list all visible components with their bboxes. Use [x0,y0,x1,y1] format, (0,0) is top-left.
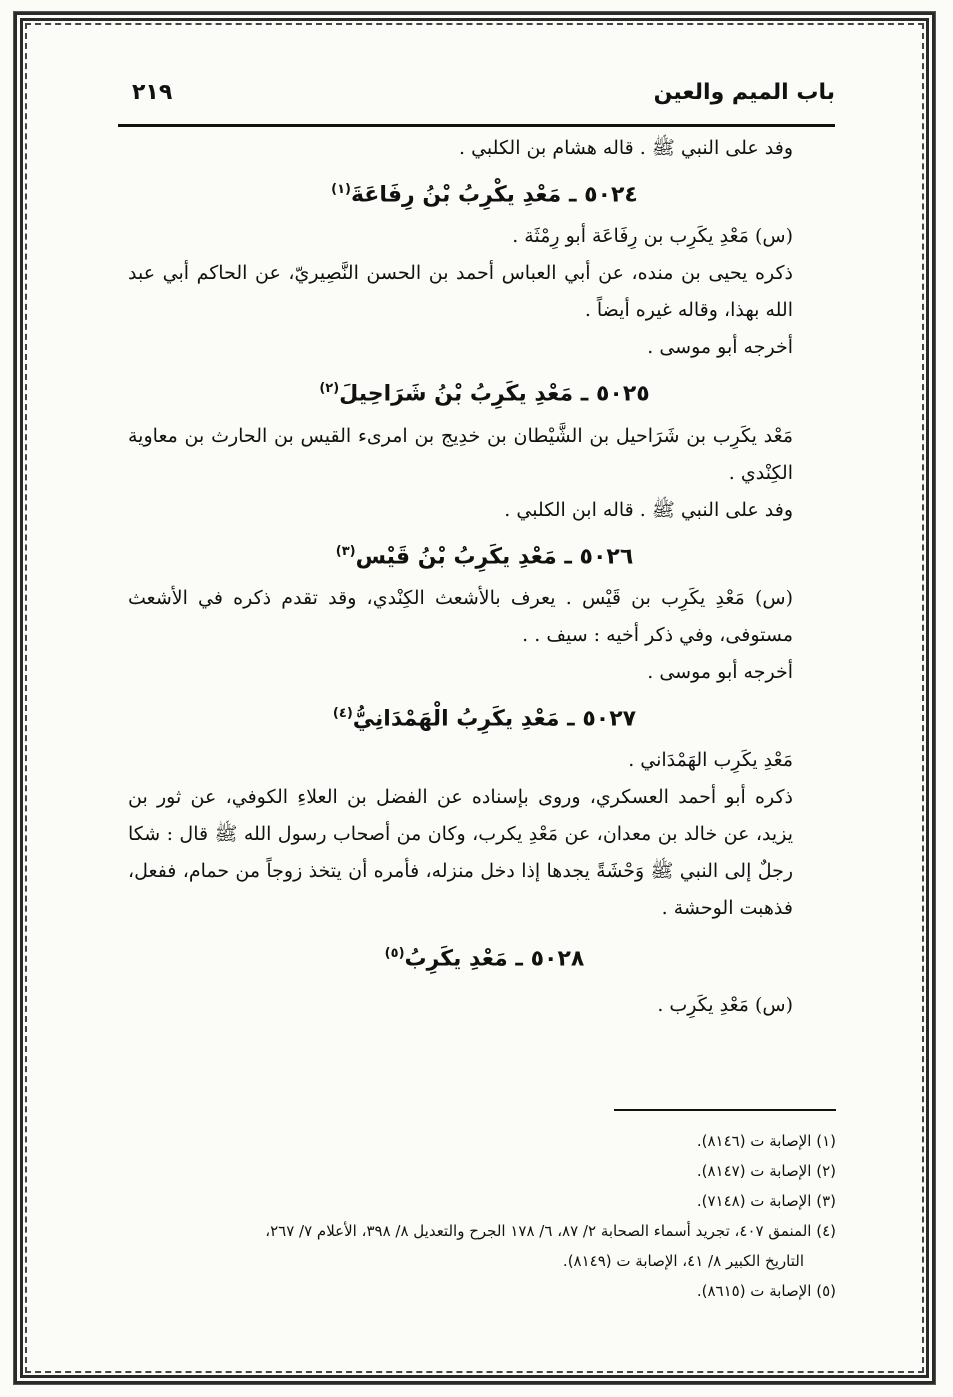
footnote-ref: (٢) [319,381,340,397]
entry-heading-5024 [128,167,841,218]
entry-heading-5028 [128,931,841,982]
footnote: (٤) المنمق ٤٠٧، تجريد أسماء الصحابة ٢/ ٨٧، ٦/ ١٧٨ الجرح والتعديل ٨/ ٣٩٨، الأعلام ٧/ ٢٦٧، [265,1222,836,1240]
footnote-ref: (٣) [335,543,356,559]
paragraph: أخرجه أبو موسى . [647,336,793,359]
paragraph: مَعْد يكَرِب بن شَرَاحيل بن الشَّيْطان بن خدِيج بن امرىء القيس بن الحارث بن معاوية الكِنْدي . [128,424,793,484]
paragraph: ذكره يحيى بن منده، عن أبي العباس أحمد بن الحسن النَّصِيريّ، عن الحاكم أبي عبد الله بهذا، وقاله غيره أيضاً . [128,262,793,322]
paragraph: (س) مَعْدِ يكَرِب . [657,993,793,1016]
heading-text: ٥٠٢٥ ـ مَعْدِ يكَرِبُ بْنُ شَرَاحِيلَ [339,381,650,407]
paragraph: ذكره أبو أحمد العسكري، وروى بإسناده عن الفضل بن العلاءِ الكوفي، عن ثور بن يزيد، عن خالد بن معدان، عن مَعْدِ يكرب، وكان من أصحاب رسول الله ﷺ قال : شكا رجلٌ إلى النبي ﷺ وَحْشَةً يجدها إذا دخل منزله، فأمره أن يتخذ زوجاً من حمام، ففعل، فذهبت الوحشة . [128,786,793,920]
page-body [128,130,841,1024]
footnote-ref: (١) [331,182,351,197]
chapter-title: باب الميم والعين [653,80,835,105]
paragraph: (س) مَعْدِ يكَرِب بن رِفَاعَة أبو رِمْثَة . [512,225,793,248]
footnote: (٣) الإصابة ت (٧١٤٨). [696,1192,836,1210]
entry-heading-5025 [128,366,841,417]
heading-text: ٥٠٢٨ ـ مَعْدِ يكَرِبُ [404,946,585,972]
page-number: ٢١٩ [132,80,173,105]
footnote-ref: (٤) [332,705,353,721]
entry-heading-5027 [128,691,841,742]
footnote: (١) الإصابة ت (٨١٤٦). [696,1132,836,1150]
footnote: (٥) الإصابة ت (٨٦١٥). [696,1282,836,1300]
footnote-ref: (٥) [384,946,405,962]
paragraph: أخرجه أبو موسى . [647,660,793,683]
paragraph: وفد على النبي ﷺ . قاله ابن الكلبي . [504,498,793,521]
paragraph: وفد على النبي ﷺ . قاله هشام بن الكلبي . [459,137,793,159]
footnote: (٢) الإصابة ت (٨١٤٧). [696,1162,836,1180]
entry-heading-5026 [128,529,841,580]
footnotes [128,1126,836,1306]
heading-text: ٥٠٢٧ ـ مَعْدِ يكَرِبُ الْهَمْدَانِيُّ [352,706,637,732]
heading-text: ٥٠٢٦ ـ مَعْدِ يكَرِبُ بْنُ قَيْس [355,543,634,569]
paragraph: مَعْدِ يكَرِب الهَمْدَاني . [628,749,793,772]
footnote-continuation: التاريخ الكبير ٨/ ٤١، الإصابة ت (٨١٤٩). [562,1252,804,1270]
heading-text: ٥٠٢٤ ـ مَعْدِ يكْرِبُ بْنُ رِفَاعَةَ [350,182,638,208]
paragraph: (س) مَعْدِ يكَرِب بن قَيْس . يعرف بالأشعث الكِنْدي، وقد تقدم ذكره في الأشعث مستوفى، وفي ذكر أخيه : سيف . . [128,586,793,646]
footnote-separator [614,1109,836,1111]
page-header [118,78,835,127]
